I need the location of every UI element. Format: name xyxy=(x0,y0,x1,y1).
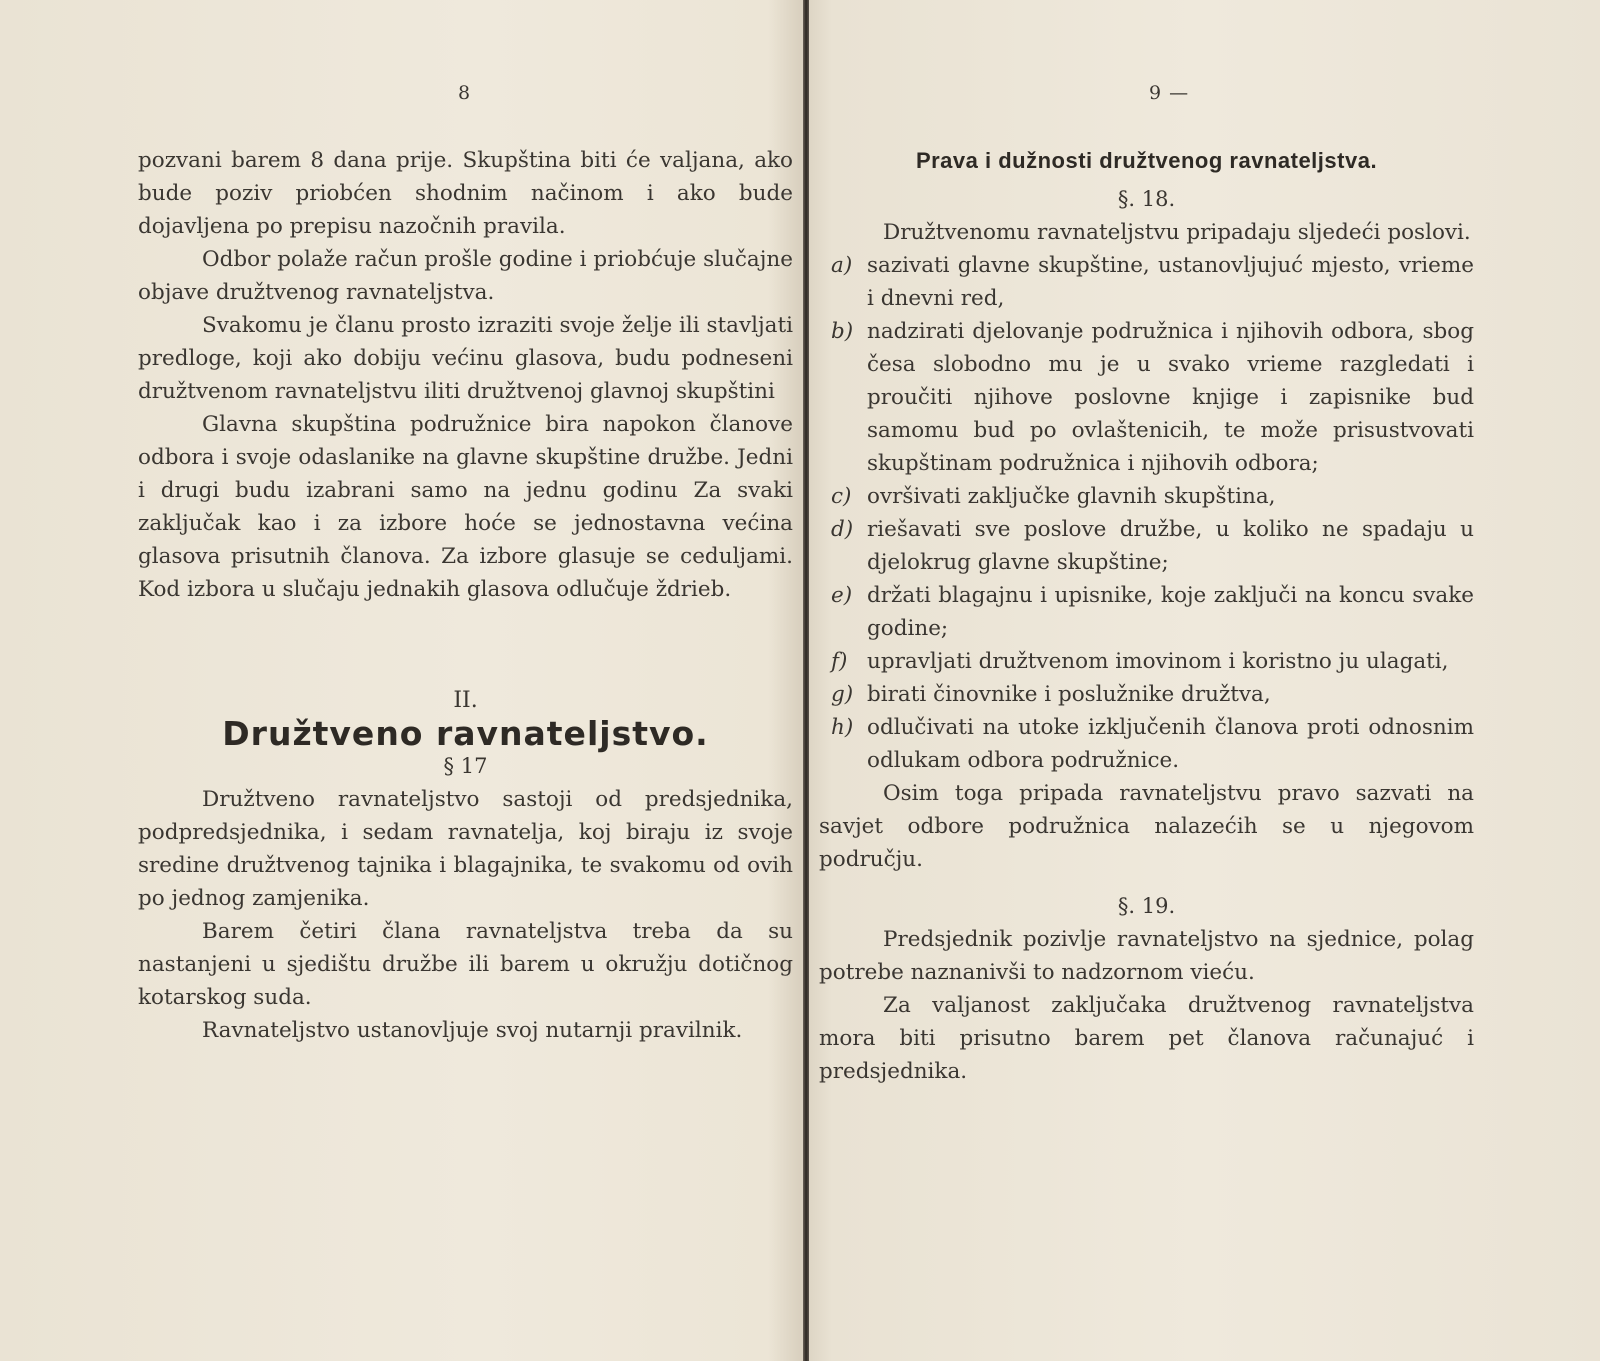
item-text: držati blagajnu i upisnike, koje zaključi na koncu svake godine; xyxy=(867,583,1474,641)
item-label: f) xyxy=(831,649,848,674)
item-text: nadzirati djelovanje podružnica i njihovih odbora, sbog česa slobodno mu je u svako vrieme razgledati i proučiti njihove poslovne knjige i zapisnike bud samomu bud po ovlaštenicih, te može prisustvovati skupštinam podružnica i njihovih odbora; xyxy=(867,319,1474,476)
item-text: sazivati glavne skupštine, ustanovljujuć mjesto, vrieme i dnevni red, xyxy=(867,253,1474,311)
paragraph: pozvani barem 8 dana prije. Skupština biti će valjana, ako bude poziv priobćen shodnim načinom i ako bude dojavljena po prepisu nazočnih pravila. xyxy=(138,148,793,239)
page-number-left: 8 xyxy=(458,82,472,104)
item-text: odlučivati na utoke izključenih članova proti odnosnim odlukam odbora podružnice. xyxy=(867,715,1474,773)
right-page xyxy=(809,0,1600,1361)
page-number-right: 9 — xyxy=(1149,82,1190,104)
list-item xyxy=(819,711,1474,777)
paragraph: Družtvenomu ravnateljstvu pripadaju sljedeći poslovi. xyxy=(883,220,1471,245)
paragraph: Barem četiri člana ravnateljstva treba da su nastanjeni u sjedištu družbe ili barem u okružju dotičnog kotarskog suda. xyxy=(138,919,793,1010)
paragraph-sign-19: §. 19. xyxy=(1117,894,1176,918)
item-label: a) xyxy=(831,253,853,278)
paragraph: Osim toga pripada ravnateljstvu pravo sazvati na savjet odbore podružnica nalazećih se u njegovom području. xyxy=(819,781,1474,872)
paragraph: Svakomu je članu prosto izraziti svoje želje ili stavljati predloge, koji ako dobiju većinu glasova, budu podneseni družtvenom ravnateljstvu iliti družtvenoj glavnoj skupštini xyxy=(138,313,793,404)
list-item xyxy=(819,513,1474,579)
paragraph: Družtveno ravnateljstvo sastoji od predsjednika, podpredsjednika, i sedam ravnatelja, koj biraju iz svoje sredine družtvenog tajnika i blagajnika, te svakomu od ovih po jednog zamjenika. xyxy=(138,787,793,911)
item-label: c) xyxy=(831,484,852,509)
section-title: Družtveno ravnateljstvo. xyxy=(222,714,709,753)
list-item xyxy=(819,480,1474,513)
left-page-text xyxy=(138,144,793,1047)
item-text: ovršivati zaključke glavnih skupština, xyxy=(867,484,1276,509)
item-text: birati činovnike i poslužnike družtva, xyxy=(867,682,1271,707)
section-heading: Prava i dužnosti družtvenog ravnateljstva. xyxy=(915,148,1378,173)
section-numeral: II. xyxy=(453,688,478,713)
item-text: riešavati sve poslove družbe, u koliko ne spadaju u djelokrug glavne skupštine; xyxy=(867,517,1474,575)
item-label: g) xyxy=(831,682,854,707)
paragraph-sign-17: § 17 xyxy=(443,754,488,778)
list-item xyxy=(819,315,1474,480)
paragraph: Odbor polaže račun prošle godine i priobćuje slučajne objave družtvenog ravnateljstva. xyxy=(138,247,793,305)
item-label: d) xyxy=(831,517,854,542)
list-item xyxy=(819,678,1474,711)
list-item xyxy=(819,579,1474,645)
item-label: h) xyxy=(831,715,854,740)
item-label: b) xyxy=(831,319,854,344)
list-item xyxy=(819,249,1474,315)
paragraph-sign-18: §. 18. xyxy=(1117,187,1176,211)
paragraph: Za valjanost zaključaka družtvenog ravnateljstva mora biti prisutno barem pet članova računajuć i predsjednika. xyxy=(819,993,1474,1084)
right-page-text xyxy=(819,144,1474,1088)
paragraph: Ravnateljstvo ustanovljuje svoj nutarnji pravilnik. xyxy=(202,1018,743,1043)
list-item xyxy=(819,645,1474,678)
paragraph: Predsjednik pozivlje ravnateljstvo na sjednice, polag potrebe naznanivši to nadzornom vieću. xyxy=(819,927,1474,985)
item-text: upravljati družtvenom imovinom i koristno ju ulagati, xyxy=(867,649,1449,674)
item-label: e) xyxy=(831,583,853,608)
paragraph: Glavna skupština podružnice bira napokon članove odbora i svoje odaslanike na glavne skupštine družbe. Jedni i drugi budu izabrani samo na jednu godinu Za svaki zaključak kao i za izbore hoće se jednostavna većina glasova prisutnih članova. Za izbore glasuje se ceduljami. Kod izbora u slučaju jednakih glasova odlučuje ždrieb. xyxy=(138,412,793,602)
